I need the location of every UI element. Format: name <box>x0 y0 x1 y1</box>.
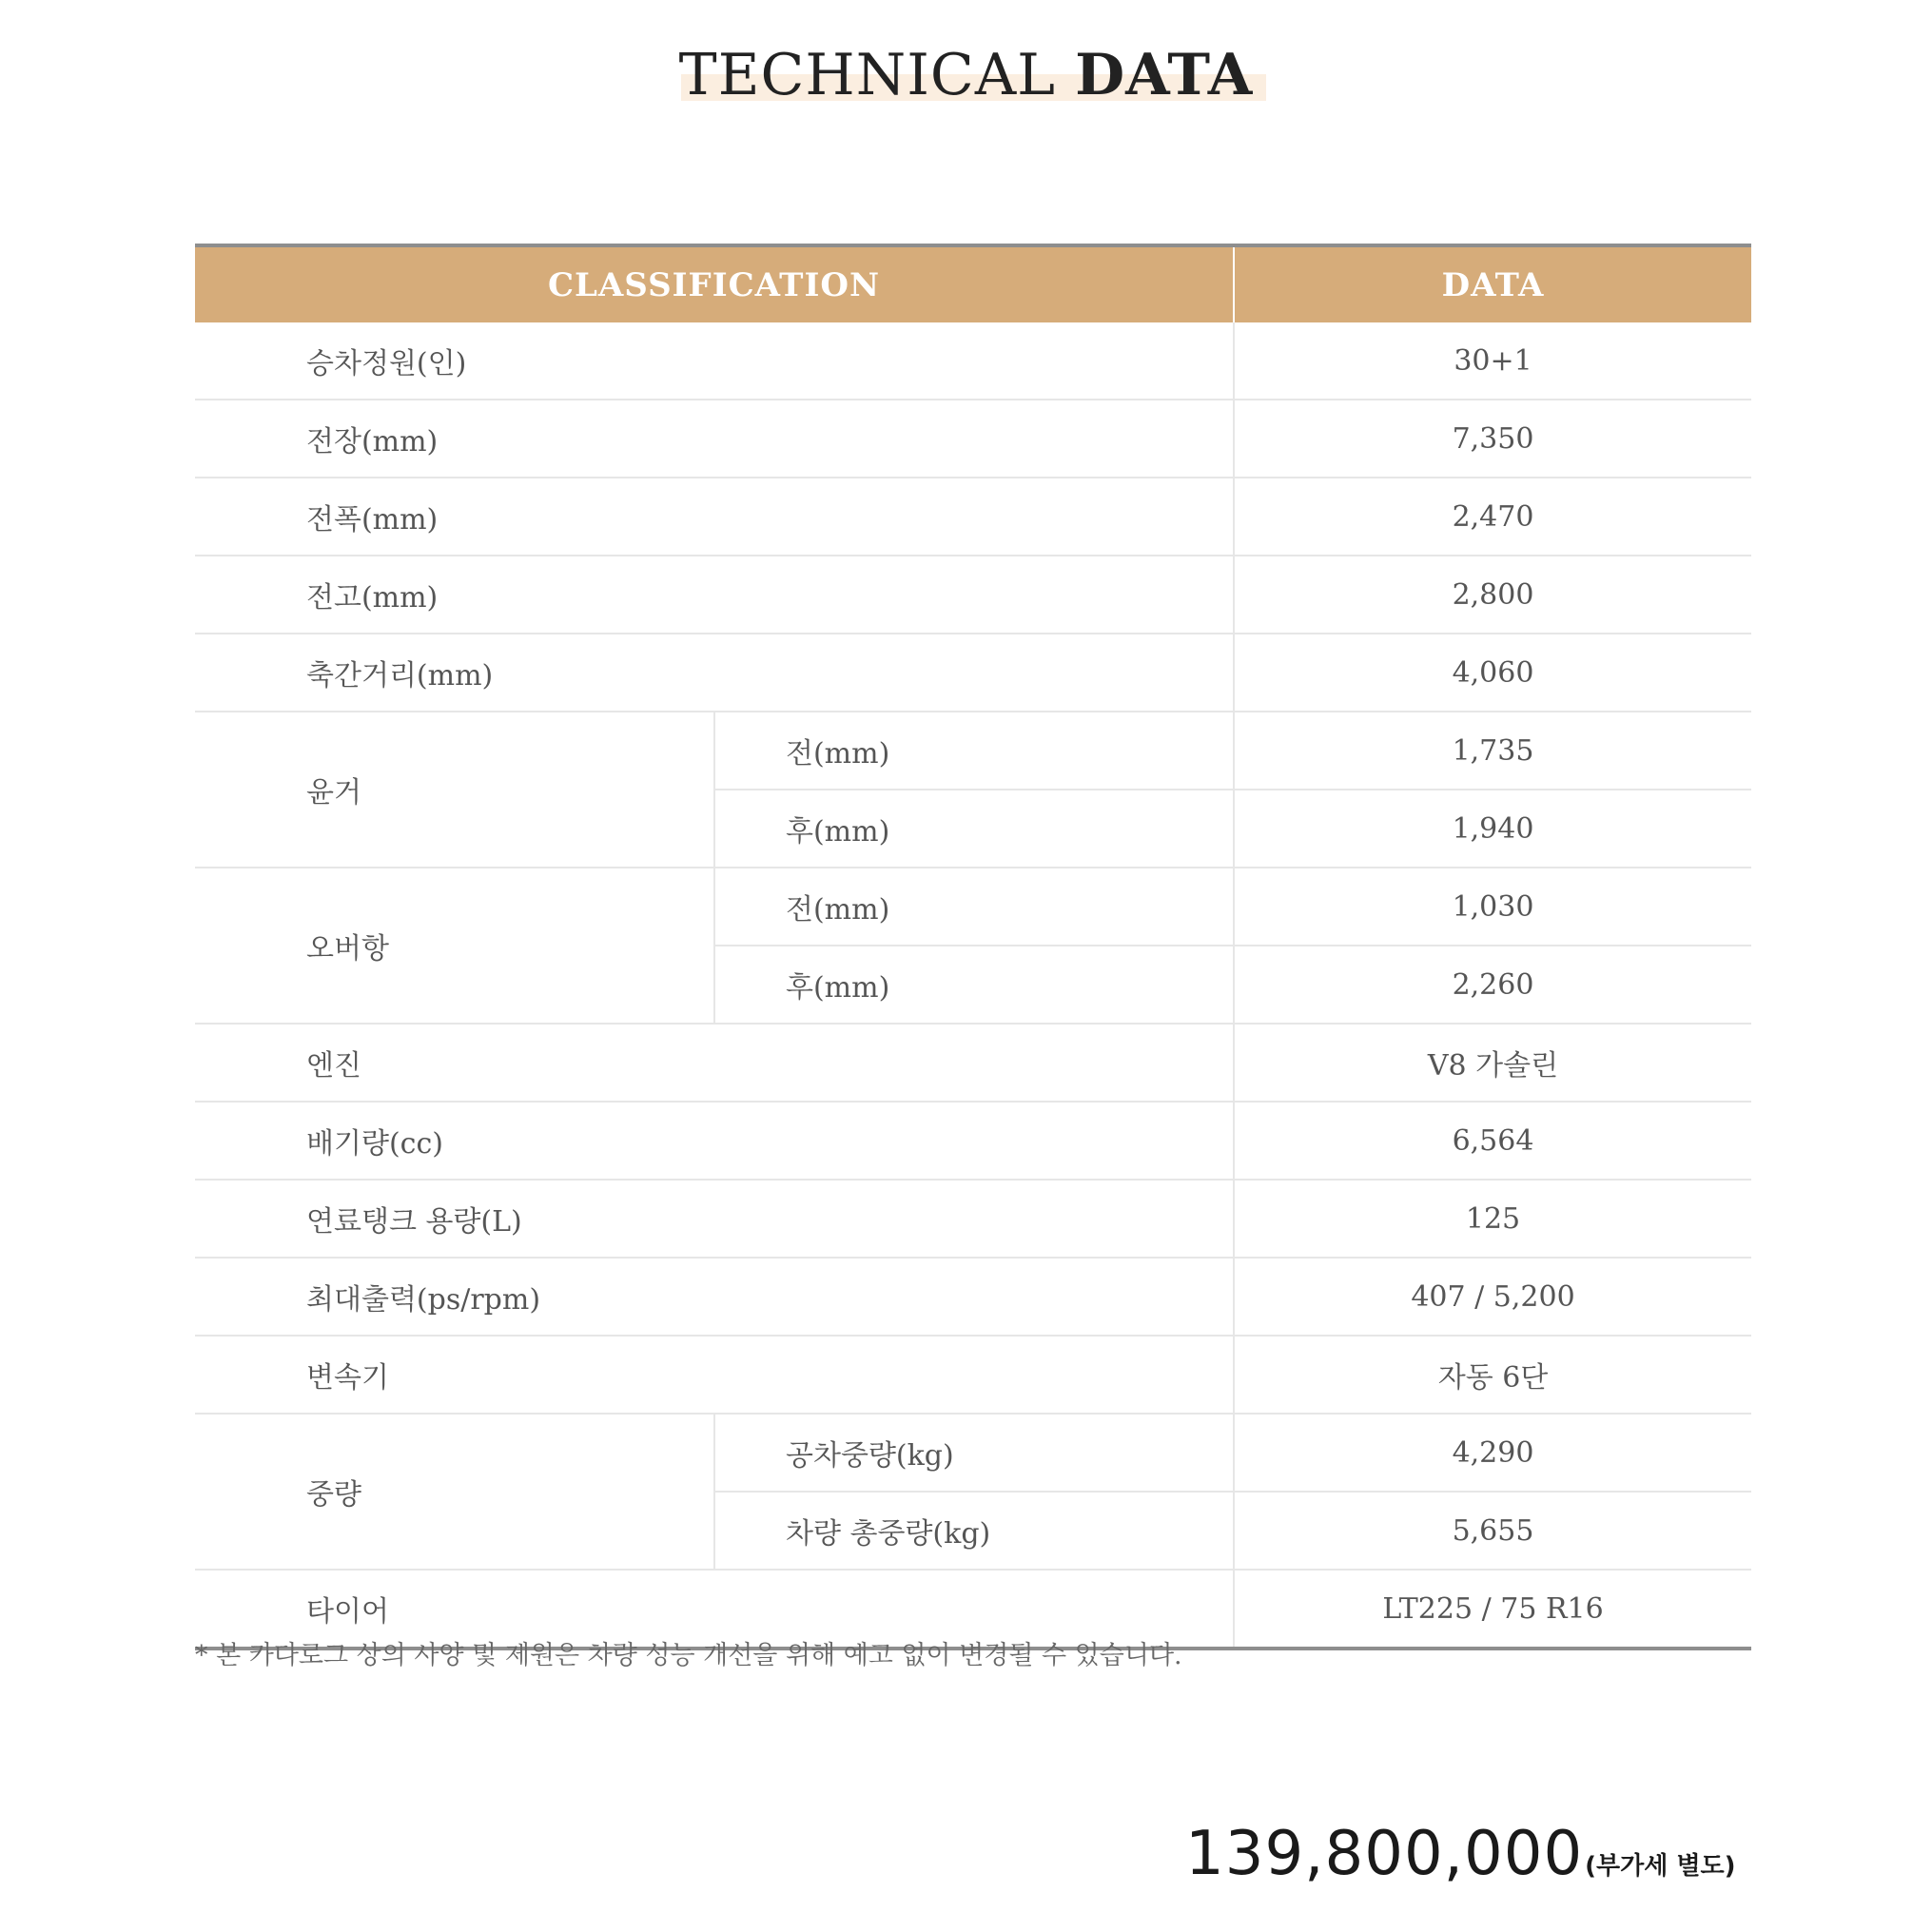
row-value: 2,470 <box>1234 478 1751 556</box>
row-label: 최대출력(ps/rpm) <box>195 1258 1234 1336</box>
table-row <box>195 1102 1751 1180</box>
row-sublabel: 전(mm) <box>714 868 1234 946</box>
table-row <box>195 634 1751 712</box>
row-value: 2,800 <box>1234 556 1751 634</box>
row-value: 1,940 <box>1234 790 1751 868</box>
table-row <box>195 1258 1751 1336</box>
row-label: 전고(mm) <box>195 556 1234 634</box>
row-label: 전장(mm) <box>195 400 1234 478</box>
row-value: 6,564 <box>1234 1102 1751 1180</box>
row-sublabel: 공차중량(kg) <box>714 1414 1234 1492</box>
row-value: 407 / 5,200 <box>1234 1258 1751 1336</box>
spec-table-header-row <box>195 245 1751 322</box>
page-title-bold: DATA <box>1075 42 1254 108</box>
row-value: 7,350 <box>1234 400 1751 478</box>
disclaimer-note: * 본 카다로그 상의 사양 및 제원은 차량 성능 개선을 위해 예고 없이 변경될 수 있습니다. <box>195 1641 1182 1670</box>
table-row <box>195 712 1751 790</box>
row-value: 5,655 <box>1234 1492 1751 1570</box>
row-group-label: 윤거 <box>195 712 714 868</box>
price-vat-note: (부가세 별도) <box>1585 1852 1736 1881</box>
table-row <box>195 400 1751 478</box>
row-value: 4,290 <box>1234 1414 1751 1492</box>
row-label: 전폭(mm) <box>195 478 1234 556</box>
table-row <box>195 322 1751 400</box>
row-group-label: 오버항 <box>195 868 714 1024</box>
row-label: 타이어 <box>306 1595 389 1629</box>
table-row <box>195 1180 1751 1258</box>
page-header <box>0 42 1932 108</box>
row-value: 자동 6단 <box>1234 1336 1751 1414</box>
row-group-label: 중량 <box>195 1414 714 1570</box>
row-sublabel: 후(mm) <box>714 946 1234 1024</box>
row-value: 2,260 <box>1234 946 1751 1024</box>
page-title-light: TECHNICAL <box>678 42 1076 108</box>
spec-table <box>195 244 1751 1650</box>
row-value: 1,030 <box>1234 868 1751 946</box>
row-value: 4,060 <box>1234 634 1751 712</box>
row-label: 엔진 <box>195 1024 1234 1102</box>
table-row <box>195 868 1751 946</box>
price-amount: 139,800,000 <box>1185 1819 1584 1889</box>
row-value: 30+1 <box>1234 322 1751 400</box>
row-label: 변속기 <box>195 1336 1234 1414</box>
row-label: 배기량(cc) <box>195 1102 1234 1180</box>
row-value: V8 가솔린 <box>1234 1024 1751 1102</box>
page-title <box>679 42 1254 108</box>
header-data: DATA <box>1234 245 1751 322</box>
row-value: 1,735 <box>1234 712 1751 790</box>
row-sublabel: 전(mm) <box>714 712 1234 790</box>
row-label: 축간거리(mm) <box>195 634 1234 712</box>
table-row <box>195 478 1751 556</box>
row-label: 승차정원(인) <box>195 322 1234 400</box>
header-classification: CLASSIFICATION <box>195 245 1234 322</box>
row-value: LT225 / 75 R16 <box>1234 1570 1751 1649</box>
row-label: 연료탱크 용량(L) <box>195 1180 1234 1258</box>
table-row <box>195 1024 1751 1102</box>
row-sublabel: 차량 총중량(kg) <box>714 1492 1234 1570</box>
table-row <box>195 556 1751 634</box>
table-row <box>195 1414 1751 1492</box>
row-value: 125 <box>1234 1180 1751 1258</box>
row-sublabel: 후(mm) <box>714 790 1234 868</box>
table-row <box>195 1336 1751 1414</box>
price-block <box>1185 1819 1736 1889</box>
